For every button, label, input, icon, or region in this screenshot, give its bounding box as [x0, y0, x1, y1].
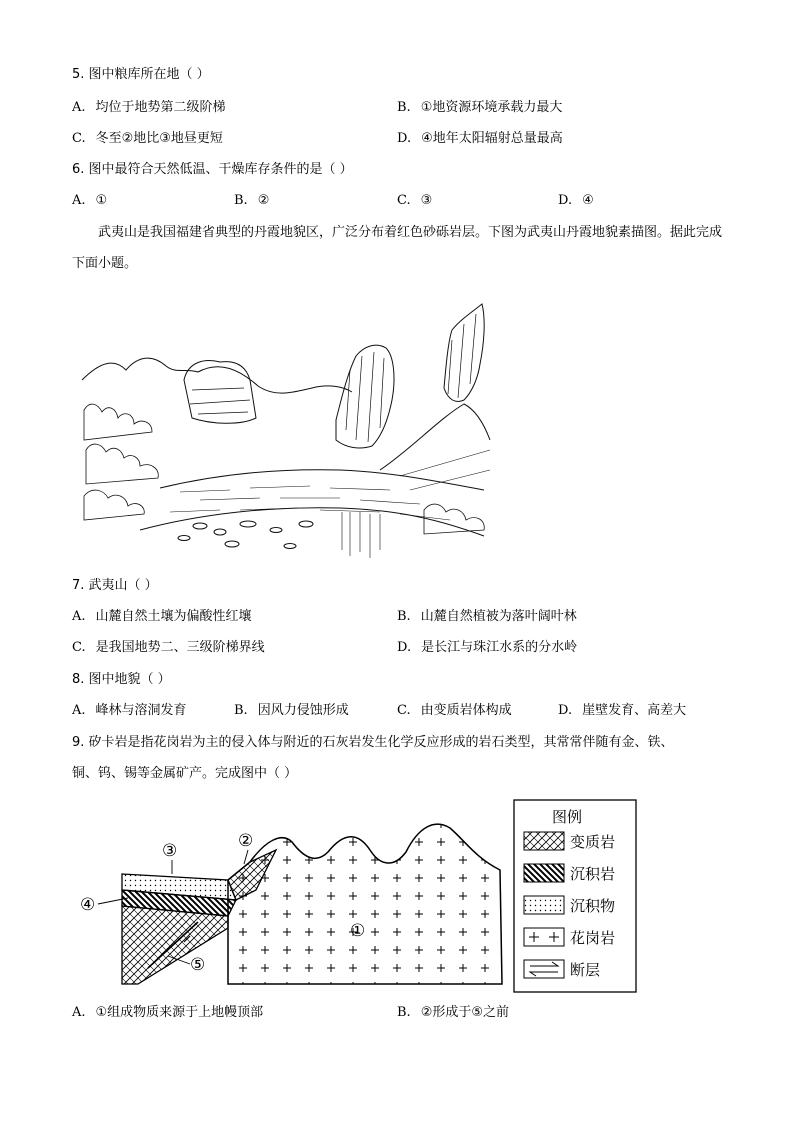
q6-option-a[interactable]: [72, 192, 107, 210]
option-letter: A.: [72, 1005, 86, 1020]
option-letter: D.: [558, 193, 573, 208]
legend-label-fault: 断层: [570, 962, 601, 979]
option-text: 是我国地势二、三级阶梯界线: [95, 640, 265, 655]
q8-option-b[interactable]: [234, 702, 349, 720]
label-1: ①: [350, 921, 366, 941]
option-letter: B.: [234, 193, 248, 208]
q9-option-b[interactable]: [397, 1004, 509, 1022]
ridge-line: [82, 358, 352, 393]
option-letter: B.: [397, 1005, 411, 1020]
q9-option-a[interactable]: [72, 1004, 263, 1022]
option-letter: D.: [558, 703, 573, 718]
legend-label-granite: 花岗岩: [570, 930, 616, 947]
q5-option-b[interactable]: [397, 99, 562, 117]
option-text: 是长江与珠江水系的分水岭: [421, 640, 578, 655]
option-text: 均位于地势第二级阶梯: [95, 100, 226, 115]
q8-option-c[interactable]: [397, 702, 512, 720]
option-letter: D.: [397, 131, 412, 146]
option-text: 崖壁发育、高差大: [582, 703, 687, 718]
option-text: ②: [257, 193, 270, 208]
option-text: 山麓自然土壤为偏酸性红壤: [95, 609, 252, 624]
granite-intrusion: [228, 824, 502, 984]
metamorphic-rock: [122, 906, 228, 984]
rock-pillar-right: [444, 304, 484, 402]
q7-option-b[interactable]: [397, 608, 577, 626]
option-text: ①地资源环境承载力最大: [420, 100, 563, 115]
question-5-stem: 5. 图中粮库所在地（ ）: [72, 67, 210, 82]
q7-option-a[interactable]: [72, 608, 252, 626]
legend-title: 图例: [552, 809, 583, 826]
option-text: ①组成物质来源于上地幔顶部: [95, 1005, 264, 1020]
q7-option-c[interactable]: [72, 639, 265, 657]
legend: [514, 800, 636, 992]
option-text: ①: [95, 193, 108, 208]
option-letter: A.: [72, 193, 86, 208]
question-7-stem: 7. 武夷山（ ）: [72, 578, 158, 593]
q5-option-d[interactable]: [397, 130, 563, 148]
legend-label-metamorphic: 变质岩: [570, 834, 616, 851]
option-letter: C.: [397, 193, 411, 208]
option-text: ③: [420, 193, 433, 208]
option-text: 由变质岩体构成: [420, 703, 512, 718]
option-letter: A.: [72, 100, 86, 115]
option-letter: B.: [397, 609, 411, 624]
legend-label-sediment: 沉积物: [570, 898, 616, 915]
question-9-stem-line1: 9. 矽卡岩是指花岗岩为主的侵入体与附近的石灰岩发生化学反应形成的岩石类型，其常常伴随有金、铁、: [72, 735, 674, 750]
option-letter: D.: [397, 640, 412, 655]
option-text: ④: [582, 193, 594, 208]
option-text: ②形成于⑤之前: [420, 1005, 509, 1020]
q7-option-d[interactable]: [397, 639, 577, 657]
danxia-landform-sketch: [80, 300, 494, 562]
option-letter: C.: [397, 703, 411, 718]
option-text: 冬至②地比③地昼更短: [95, 131, 223, 146]
q8-option-d[interactable]: [558, 702, 686, 720]
option-letter: C.: [72, 640, 86, 655]
label-2: ②: [238, 831, 254, 851]
option-text: 因风力侵蚀形成: [257, 703, 349, 718]
question-9-stem-line2: 铜、钨、锡等金属矿产。完成图中（ ）: [72, 766, 298, 781]
option-letter: B.: [397, 100, 411, 115]
label-5: ⑤: [190, 955, 206, 975]
option-text: 山麓自然植被为落叶阔叶林: [420, 609, 577, 624]
q6-option-d[interactable]: [558, 192, 594, 210]
q8-option-a[interactable]: [72, 702, 187, 720]
river-bank-far: [160, 470, 484, 490]
q6-option-c[interactable]: [397, 192, 432, 210]
question-8-stem: 8. 图中地貌（ ）: [72, 672, 171, 687]
option-letter: C.: [72, 131, 86, 146]
option-text: ④地年太阳辐射总量最高: [421, 131, 563, 146]
option-letter: A.: [72, 609, 86, 624]
geology-cross-section: [78, 798, 638, 994]
label-4: ④: [80, 895, 96, 915]
wuyi-intro-paragraph: 武夷山是我国福建省典型的丹霞地貌区，广泛分布着红色砂砾岩层。下图为武夷山丹霞地貌素描图。据此完成下面小题。: [72, 225, 723, 271]
legend-label-sedimentary-rock: 沉积岩: [570, 866, 616, 883]
option-letter: B.: [234, 703, 248, 718]
option-text: 峰林与溶洞发育: [95, 703, 187, 718]
cliff-center: [336, 345, 394, 448]
q5-option-c[interactable]: [72, 130, 223, 148]
q5-option-a[interactable]: [72, 99, 226, 117]
q6-option-b[interactable]: [234, 192, 269, 210]
option-letter: A.: [72, 703, 86, 718]
question-6-stem: 6. 图中最符合天然低温、干燥库存条件的是（ ）: [72, 162, 353, 177]
rock-mass-left: [184, 361, 256, 424]
label-3: ③: [162, 841, 178, 861]
